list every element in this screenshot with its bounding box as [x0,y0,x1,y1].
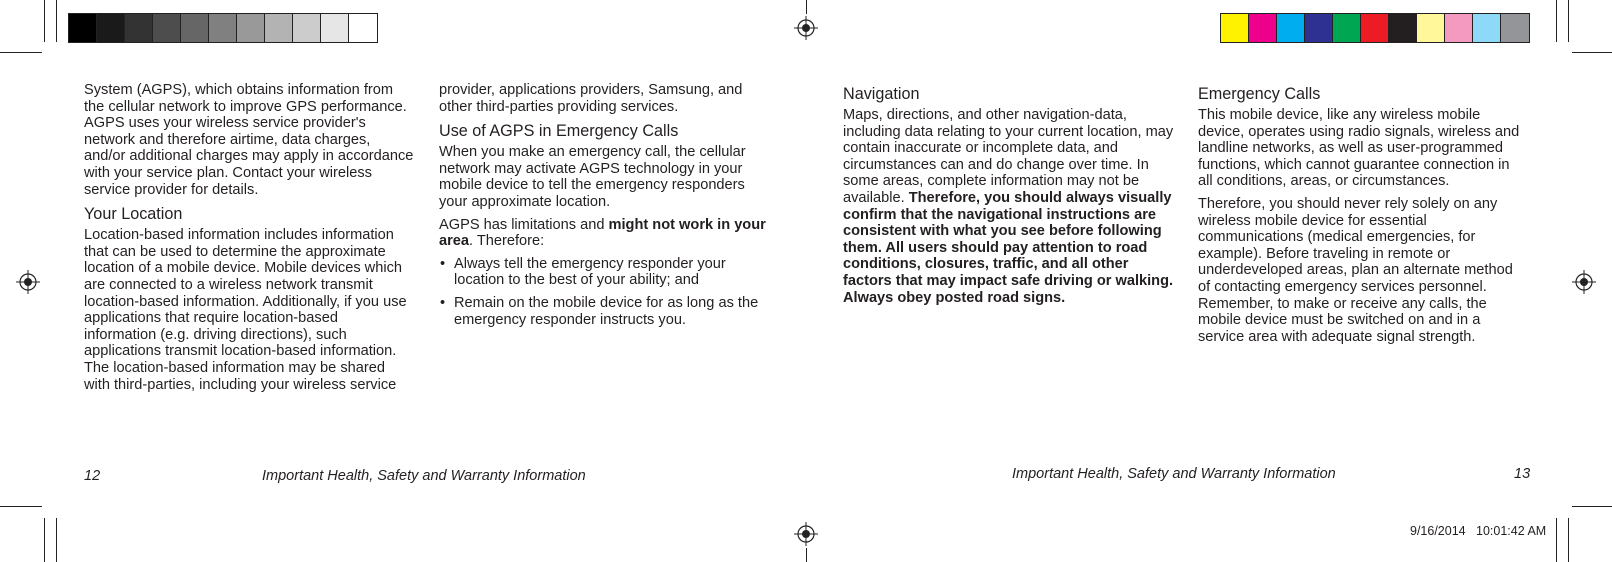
bullet-list [439,256,769,328]
color-swatch [1221,14,1249,42]
color-swatch [125,14,153,42]
right-page-column-2 [1198,82,1528,351]
paragraph: System (AGPS), which obtains information from the cellular network to improve GPS performance. AGPS uses your wireless service provider's network and therefore airtime, data charges, and/or additional charges may apply in accordance with your service plan. Contact your wireless service provider for details. [84,82,414,198]
crop-mark [1568,518,1569,562]
paragraph: Maps, directions, and other navigation-data, including data relating to your current location, may contain inaccurate or incomplete data, and circumstances can and do change over time. In some areas, complete information may not be available. Therefore, you should always visually confirm that the navigational instructions are consistent with what you see before following them. All users should pay attention to road conditions, closures, traffic, and all other factors that may impact safe driving or walking. Always obey posted road signs. [843,107,1174,306]
color-swatch [1417,14,1445,42]
color-swatch [237,14,265,42]
paragraph: This mobile device, like any wireless mobile device, operates using radio signals, wireless and landline networks, as well as user-programmed functions, which cannot guarantee connection in all conditions, areas, or circumstances. [1198,107,1520,190]
crop-mark [1556,518,1557,562]
crop-mark [1568,0,1569,42]
section-heading: Your Location [84,205,183,224]
section-heading: Emergency Calls [1198,85,1321,103]
color-swatch [181,14,209,42]
paragraph: provider, applications providers, Samsung, and other third-parties providing services. [439,82,743,115]
crop-mark [0,506,42,507]
registration-mark-icon [794,522,818,546]
crop-mark [44,518,45,562]
color-swatch [1305,14,1333,42]
paragraph: Therefore, you should never rely solely on any wireless mobile device for essential communications (medical emergencies, for example). Before traveling in remote or underdeveloped areas, plan an alternate method of contacting emergency services personnel. Remember, to make or receive any calls, the mobile device must be switched on and in a service area with adequate signal strength. [1198,195,1513,345]
color-swatch [1277,14,1305,42]
running-footer-title: Important Health, Safety and Warranty Information [262,468,586,484]
list-item: • Remain on the mobile device for as long as the emergency responder instructs you. [454,295,769,328]
color-swatch [1445,14,1473,42]
running-footer-title: Important Health, Safety and Warranty Information [1012,466,1336,482]
color-swatch-bar [1220,13,1530,43]
paragraph: Location-based information includes information that can be used to determine the approximate location of a mobile device. Mobile devices which are connected to a wireless network transmit location-based information. Additionally, if you use applications that require location-based information (e.g. driving directions), such applications transmit location-based information. The location-based information may be shared with third-parties, including your wireless service [84,227,407,393]
color-swatch [153,14,181,42]
paragraph: When you make an emergency call, the cellular network may activate AGPS technology in your mobile device to tell the emergency responders your approximate location. [439,144,746,210]
paragraph: AGPS has limitations and might not work in your area. Therefore: [439,216,766,250]
color-swatch [209,14,237,42]
crop-mark [1572,52,1612,53]
crop-mark [1556,0,1557,42]
color-swatch [265,14,293,42]
registration-mark-icon [1572,270,1596,294]
color-swatch [1473,14,1501,42]
crop-mark [1572,506,1612,507]
color-swatch [1389,14,1417,42]
right-page-column-1 [843,82,1176,312]
section-heading: Navigation [843,85,920,103]
crop-mark [44,0,45,42]
color-swatch [69,14,97,42]
left-page-column-1 [84,82,414,399]
color-swatch [1501,14,1529,42]
fold-mark [806,0,807,14]
registration-mark-icon [794,16,818,40]
color-swatch [1249,14,1277,42]
fold-mark [806,548,807,562]
list-item: • Always tell the emergency responder your location to the best of your ability; and [454,256,769,289]
color-swatch [1333,14,1361,42]
print-timestamp: 9/16/2014 10:01:42 AM [1410,524,1547,538]
color-swatch [97,14,125,42]
section-heading: Use of AGPS in Emergency Calls [439,122,679,141]
page-number: 13 [1514,466,1531,482]
color-swatch [321,14,349,42]
left-page-column-2 [439,82,769,334]
color-swatch [1361,14,1389,42]
crop-mark [0,52,42,53]
color-swatch [293,14,321,42]
color-swatch [349,14,377,42]
crop-mark [56,518,57,562]
registration-mark-icon [16,270,40,294]
crop-mark [56,0,57,42]
grayscale-swatch-bar [68,13,378,43]
page-number: 12 [84,468,101,484]
